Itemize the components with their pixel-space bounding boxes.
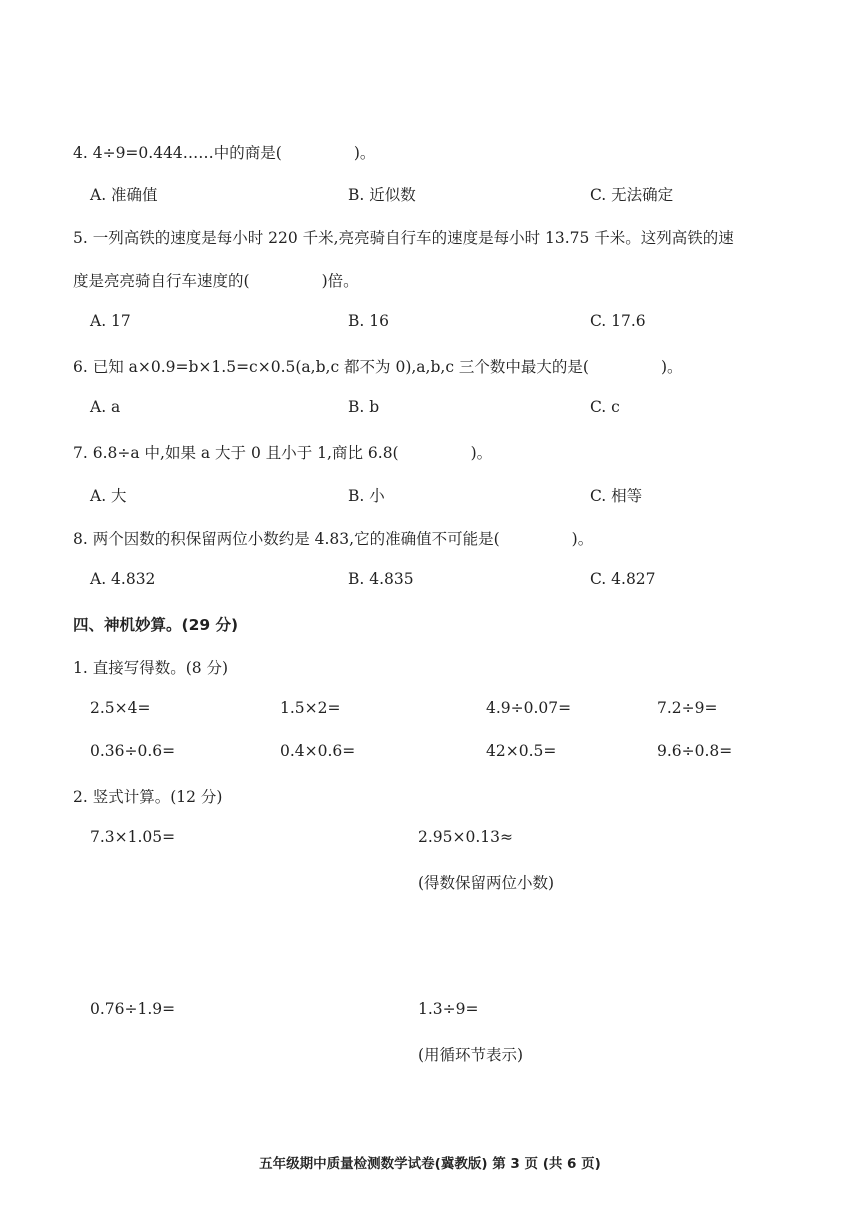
question-4-option-b: B. 近似数 xyxy=(348,186,416,204)
question-7-end: )。 xyxy=(470,444,493,462)
question-7-option-c: C. 相等 xyxy=(590,487,643,505)
question-6-option-a: A. a xyxy=(90,398,121,416)
mental-math-item: 42×0.5= xyxy=(486,742,557,760)
part-2-title: 2. 竖式计算。(12 分) xyxy=(73,788,223,806)
question-6-option-c: C. c xyxy=(590,398,620,416)
mental-math-item: 0.4×0.6= xyxy=(280,742,356,760)
part-1-title: 1. 直接写得数。(8 分) xyxy=(73,659,229,677)
question-8-option-b: B. 4.835 xyxy=(348,570,414,588)
question-6-option-b: B. b xyxy=(348,398,380,416)
question-6-end: )。 xyxy=(660,358,683,376)
question-7-text: 7. 6.8÷a 中,如果 a 大于 0 且小于 1,商比 6.8( xyxy=(73,444,399,462)
question-8-end: )。 xyxy=(571,530,594,548)
question-5-line-1: 5. 一列高铁的速度是每小时 220 千米,亮亮骑自行车的速度是每小时 13.75 千米。这列高铁的速 xyxy=(73,229,734,247)
question-8 xyxy=(73,527,593,549)
question-5-text: 度是亮亮骑自行车速度的( xyxy=(73,272,250,290)
question-6 xyxy=(73,355,683,377)
question-7 xyxy=(73,441,492,463)
question-8-text: 8. 两个因数的积保留两位小数约是 4.83,它的准确值不可能是( xyxy=(73,530,500,548)
question-5-end: )倍。 xyxy=(321,272,359,290)
question-8-option-a: A. 4.832 xyxy=(90,570,156,588)
question-7-option-a: A. 大 xyxy=(90,487,127,505)
vertical-calc-item: 0.76÷1.9= xyxy=(90,1000,176,1018)
question-4 xyxy=(73,141,375,163)
question-4-option-a: A. 准确值 xyxy=(90,186,158,204)
question-5-option-c: C. 17.6 xyxy=(590,312,646,330)
question-8-option-c: C. 4.827 xyxy=(590,570,656,588)
question-4-text: 4. 4÷9=0.444……中的商是( xyxy=(73,144,282,162)
vertical-calc-item: 1.3÷9= xyxy=(418,1000,479,1018)
question-6-text: 6. 已知 a×0.9=b×1.5=c×0.5(a,b,c 都不为 0),a,b,c 三个数中最大的是( xyxy=(73,358,589,376)
section-4-title: 四、神机妙算。(29 分) xyxy=(73,616,239,634)
mental-math-item: 2.5×4= xyxy=(90,699,151,717)
question-5-option-a: A. 17 xyxy=(90,312,131,330)
mental-math-item: 1.5×2= xyxy=(280,699,341,717)
question-5-line-2 xyxy=(73,269,359,291)
mental-math-item: 4.9÷0.07= xyxy=(486,699,572,717)
page-footer: 五年级期中质量检测数学试卷(冀教版) 第 3 页 (共 6 页) xyxy=(259,1156,601,1172)
mental-math-item: 7.2÷9= xyxy=(657,699,718,717)
vertical-calc-note: (得数保留两位小数) xyxy=(418,874,555,892)
question-5-option-b: B. 16 xyxy=(348,312,389,330)
vertical-calc-item: 2.95×0.13≈ xyxy=(418,828,513,846)
question-4-end: )。 xyxy=(353,144,376,162)
mental-math-item: 9.6÷0.8= xyxy=(657,742,733,760)
question-4-option-c: C. 无法确定 xyxy=(590,186,674,204)
mental-math-item: 0.36÷0.6= xyxy=(90,742,176,760)
vertical-calc-note: (用循环节表示) xyxy=(418,1046,524,1064)
question-7-option-b: B. 小 xyxy=(348,487,385,505)
vertical-calc-item: 7.3×1.05= xyxy=(90,828,176,846)
